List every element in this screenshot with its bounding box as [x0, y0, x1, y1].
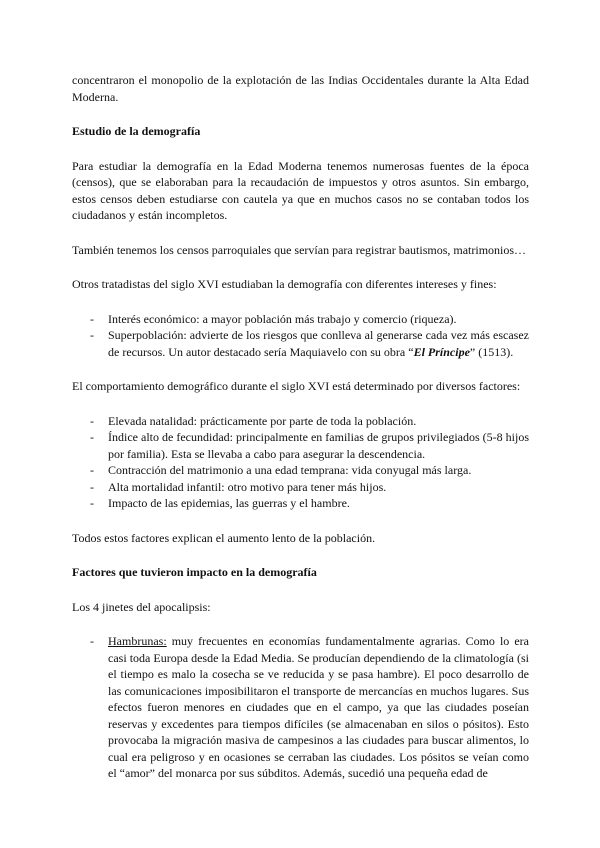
list-item-superpoblacion: [72, 327, 529, 360]
list-item-matrimonio: - Contracción del matrimonio a una edad temprana: vida conyugal más larga.: [72, 462, 529, 479]
paragraph-continuation: concentraron el monopolio de la explotación de las Indias Occidentales durante la Alta Edad Moderna.: [72, 73, 529, 104]
paragraph-fuentes: Para estudiar la demografía en la Edad Moderna tenemos numerosas fuentes de la época (censos), que se elaboraban para la recaudación de impuestos y otros asuntos. Sin embargo, estos censos deben estudiarse con cautela ya que en muchos casos no se contaban todos los ciudadanos y están incompletos.: [72, 158, 529, 222]
list-intereses: [72, 311, 529, 361]
paragraph-jinetes: Los 4 jinetes del apocalipsis:: [72, 599, 211, 614]
list-factores: [72, 413, 529, 512]
heading-factores: Factores que tuvieron impacto en la demografía: [72, 565, 317, 579]
list-item-epidemias: - Impacto de las epidemias, las guerras y el hambre.: [72, 495, 529, 512]
heading-demografia: Estudio de la demografía: [72, 124, 201, 138]
list-item-natalidad: - Elevada natalidad: prácticamente por parte de toda la población.: [72, 413, 529, 430]
paragraph-censos-parroquiales: También tenemos los censos parroquiales que servían para registrar bautismos, matrimonios…: [72, 242, 527, 257]
book-title-el-principe: El Príncipe: [413, 344, 470, 359]
paragraph-conclusion: Todos estos factores explican el aumento lento de la población.: [72, 530, 376, 545]
page-content: [72, 72, 529, 782]
list-jinetes: [72, 633, 529, 782]
list-item-fecundidad: - Índice alto de fecundidad: principalmente en familias de grupos privilegiados (5-8 hijos por familia). Esta se llevaba a cabo para asegurar la descendencia.: [72, 429, 529, 462]
hambrunas-text: muy frecuentes en economías fundamentalmente agrarias. Como lo era casi toda Europa desde la Edad Media. Se producían dependiendo de la climatología (si el tiempo es malo la cosecha se ve reducida y se pasa hambre). El poco desarrollo de las comunicaciones imposibilitaron el transporte de mercancías en muchos lugares. Sus efectos fueron menores en ciudades que en el campo, ya que las ciudades poseían reservas y excedentes para tiempos difíciles (se almacenaban en silos o pósitos). Esto provocaba la migración masiva de campesinos a las ciudades para buscar alimentos, lo cual era peligroso y en ocasiones se cerraban las ciudades. Los pósitos se veían como el “amor” del monarca por sus súbditos. Además, sucedió una pequeña edad de: [108, 634, 529, 780]
list-item-interes-economico: - Interés económico: a mayor población más trabajo y comercio (riqueza).: [72, 311, 529, 328]
list-item-mortalidad: - Alta mortalidad infantil: otro motivo para tener más hijos.: [72, 479, 529, 496]
superpoblacion-text-end: ” (1513).: [469, 344, 514, 359]
paragraph-tratadistas: Otros tratadistas del siglo XVI estudiaban la demografía con diferentes intereses y fines:: [72, 277, 497, 291]
list-item-hambrunas: [72, 633, 529, 782]
hambrunas-label: Hambrunas:: [108, 634, 167, 648]
paragraph-comportamiento: El comportamiento demográfico durante el siglo XVI está determinado por diversos factores:: [72, 379, 521, 393]
superpoblacion-text: Superpoblación: advierte de los riesgos que conlleva al generarse cada vez más escasez de recursos. Un autor destacado sería Maquiavelo con su obra “: [108, 328, 529, 359]
